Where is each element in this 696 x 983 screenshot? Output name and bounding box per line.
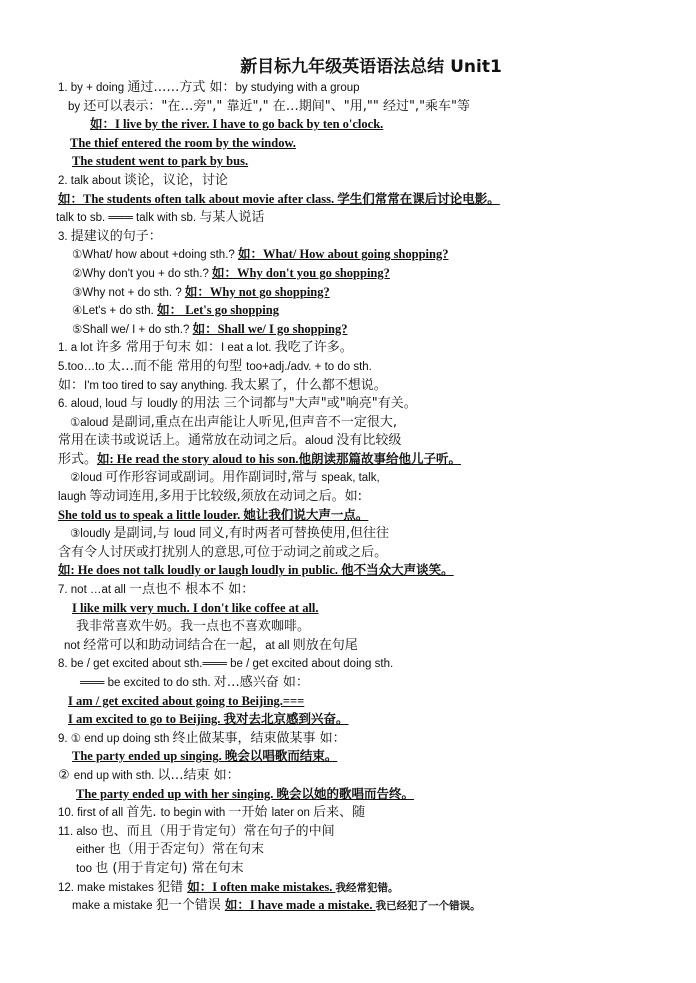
text-segment: 常用在读书或说话上。通常放在动词之后。 bbox=[58, 433, 306, 449]
text-segment: 是副词,与 bbox=[113, 526, 174, 542]
text-line bbox=[56, 580, 656, 599]
example-text: The thief entered the room by the window. bbox=[70, 135, 296, 150]
text-segment: 谈论，议论，讨论 bbox=[123, 172, 228, 188]
text-segment: 与某人说话 bbox=[199, 210, 265, 226]
text-segment: 没有比较级 bbox=[336, 433, 402, 449]
text-segment: end up with sth. bbox=[73, 769, 158, 782]
text-segment: by studying with a group bbox=[235, 82, 360, 94]
text-segment: ⑤Shall we/ I + do sth.? bbox=[72, 323, 193, 336]
text-segment: 我经常犯错。 bbox=[335, 881, 399, 894]
example-text: 如：I often make mistakes. bbox=[187, 879, 336, 894]
text-line bbox=[56, 431, 656, 450]
text-segment: 6. aloud, loud bbox=[58, 398, 131, 411]
text-line bbox=[56, 859, 656, 878]
text-line bbox=[56, 357, 656, 376]
text-segment: 1. a lot bbox=[58, 342, 96, 355]
text-segment: 11. also bbox=[58, 825, 101, 838]
text-line bbox=[56, 673, 656, 692]
text-segment: 7. not …at all bbox=[58, 584, 129, 597]
text-segment: 提建议的句子： bbox=[70, 228, 162, 244]
example-text: The party ended up singing. 晚会以唱歌而结束。 bbox=[72, 749, 338, 764]
text-segment: 我非常喜欢牛奶。我一点也不喜欢咖啡。 bbox=[76, 619, 311, 635]
text-segment: 等动词连用,多用于比较级,须放在动词之后。如: bbox=[89, 489, 362, 505]
text-line bbox=[56, 394, 656, 413]
text-line bbox=[56, 208, 656, 227]
text-segment: 8. be / get excited about sth.═══ be / get excited about doing sth. bbox=[58, 658, 394, 671]
example-text: 如：The students often talk about movie after class. 学生们常常在课后讨论电影。 bbox=[58, 191, 500, 206]
text-line bbox=[56, 803, 656, 822]
text-segment: 形式。 bbox=[58, 451, 98, 467]
document-body bbox=[56, 78, 656, 915]
text-line bbox=[56, 524, 656, 543]
text-segment: either bbox=[76, 844, 108, 857]
text-line bbox=[56, 840, 656, 859]
example-text: I am excited to go to Beijing. 我对去北京感到兴奋。 bbox=[68, 712, 349, 727]
text-segment: 与 bbox=[130, 396, 148, 412]
text-segment: 我吃了许多。 bbox=[274, 340, 353, 356]
text-line bbox=[56, 320, 656, 339]
text-segment: aloud bbox=[305, 435, 337, 448]
text-line bbox=[56, 264, 656, 283]
example-text: The student went to park by bus. bbox=[72, 154, 249, 169]
text-line bbox=[56, 78, 656, 97]
text-segment: 3. bbox=[58, 230, 71, 243]
text-segment: 对…感兴奋 如： bbox=[213, 675, 309, 690]
text-segment: speak, talk, bbox=[321, 472, 380, 485]
text-segment: 含有令人讨厌或打扰别人的意思,可位于动词之前或之后。 bbox=[58, 544, 388, 560]
text-line bbox=[56, 506, 656, 525]
text-segment: loudly bbox=[147, 398, 181, 411]
text-segment: 经常可以和助动词结合在一起， bbox=[83, 637, 266, 653]
text-segment: 9. ① end up doing sth bbox=[58, 732, 173, 745]
text-line bbox=[56, 450, 656, 469]
text-segment: 同义,有时两者可替换使用,但往往 bbox=[198, 526, 390, 542]
text-line bbox=[56, 747, 656, 766]
example-text: 如：Why not go shopping? bbox=[184, 284, 330, 299]
text-segment: 1. by + doing bbox=[58, 82, 128, 94]
text-line bbox=[56, 878, 656, 897]
text-segment: 我已经犯了一个错误。 bbox=[375, 900, 481, 913]
document-page bbox=[56, 56, 656, 915]
text-segment: I'm too tired to say anything. bbox=[84, 379, 231, 392]
text-line bbox=[56, 561, 656, 580]
text-segment: I eat a lot. bbox=[220, 342, 275, 355]
example-text: 如: He read the story aloud to his son.他朗读那篇故事给他儿子听。 bbox=[97, 451, 462, 466]
text-line bbox=[56, 543, 656, 562]
text-segment: ④Let's + do sth. bbox=[72, 305, 158, 318]
text-segment: 5.too…to bbox=[58, 360, 108, 373]
example-text: She told us to speak a little louder. 她让我们说大声一点。 bbox=[58, 507, 369, 522]
text-segment: 也 (用于肯定句) 常在句末 bbox=[95, 860, 244, 876]
text-line bbox=[56, 487, 656, 506]
text-segment: 通过……方式 如： bbox=[127, 80, 236, 95]
text-segment: 的用法 三个词都与"大声"或"响亮"有关。 bbox=[180, 396, 417, 412]
text-line bbox=[56, 134, 656, 153]
text-segment: ②Why don't you + do sth.? bbox=[72, 267, 213, 280]
text-segment: ①aloud bbox=[70, 416, 112, 429]
example-text: 如：What/ How about going shopping? bbox=[237, 247, 449, 262]
text-segment: 后来、随 bbox=[313, 805, 366, 821]
text-segment: 还可以表示："在…旁"," 靠近"," 在…期间"、"用,"" 经过","乘车"等 bbox=[83, 98, 471, 114]
example-text: 如：Why don't you go shopping? bbox=[212, 265, 390, 280]
text-line bbox=[56, 413, 656, 432]
text-line bbox=[56, 152, 656, 171]
text-segment: ③Why not + do sth. ? bbox=[72, 286, 185, 299]
text-segment: to begin with bbox=[160, 807, 229, 820]
text-segment: 2. talk about bbox=[58, 174, 124, 187]
text-segment: 以…结束 如： bbox=[157, 767, 240, 783]
text-line bbox=[56, 115, 656, 134]
text-segment: ①What/ how about +doing sth.? bbox=[72, 249, 238, 262]
text-segment: 是副词,重点在出声能让人听见,但声音不一定很大, bbox=[111, 414, 398, 430]
text-line bbox=[56, 338, 656, 357]
text-segment: at all bbox=[265, 639, 293, 652]
example-text: 如: He does not talk loudly or laugh loudly in public. 他不当众大声谈笑。 bbox=[58, 563, 454, 578]
text-segment: 也（用于否定句）常在句末 bbox=[107, 842, 264, 858]
text-segment: 则放在句尾 bbox=[292, 637, 358, 653]
text-line bbox=[56, 822, 656, 841]
text-segment: ②loud bbox=[70, 472, 106, 485]
text-segment: 犯一个错误 bbox=[155, 898, 225, 914]
page-title: 新目标九年级英语语法总结 Unit1 bbox=[240, 57, 502, 77]
text-line bbox=[56, 171, 656, 190]
text-segment: loud bbox=[173, 528, 199, 541]
text-segment: 犯错 bbox=[157, 879, 188, 895]
text-segment: ② bbox=[58, 767, 74, 783]
text-segment: 我太累了，什么都不想说。 bbox=[230, 377, 387, 393]
example-text: I am / get excited about going to Beijing.=== bbox=[68, 693, 305, 708]
text-segment: 太…而不能 常用的句型 bbox=[107, 358, 247, 374]
text-line bbox=[56, 710, 656, 729]
text-segment: too+adj./adv. + to do sth. bbox=[246, 360, 372, 373]
example-text: 如：I have made a mistake. bbox=[224, 898, 376, 913]
text-segment: too bbox=[76, 862, 96, 875]
text-segment: ═══ be excited to do sth. bbox=[80, 677, 214, 689]
text-line bbox=[56, 599, 656, 618]
text-line bbox=[56, 766, 656, 785]
text-segment: 首先. bbox=[126, 805, 161, 821]
example-text: 如： Let's go shopping bbox=[157, 303, 279, 318]
text-segment: 也、而且（用于肯定句）常在句子的中间 bbox=[100, 823, 335, 839]
text-segment: 许多 常用于句末 如： bbox=[95, 340, 221, 356]
example-text: 如：I live by the river. I have to go back by ten o'clock. bbox=[90, 117, 384, 132]
text-line bbox=[56, 97, 656, 116]
text-segment: 12. make mistakes bbox=[58, 881, 158, 894]
text-segment: by bbox=[68, 100, 84, 113]
text-line bbox=[56, 301, 656, 320]
text-line bbox=[56, 283, 656, 302]
text-line bbox=[56, 376, 656, 395]
text-line bbox=[56, 190, 656, 209]
text-segment: 如： bbox=[58, 377, 85, 393]
text-line bbox=[56, 227, 656, 246]
text-line bbox=[56, 729, 656, 748]
text-line bbox=[56, 636, 656, 655]
text-line bbox=[56, 785, 656, 804]
example-text: 如：Shall we/ I go shopping? bbox=[192, 321, 348, 336]
text-segment: 10. first of all bbox=[58, 807, 127, 820]
text-line bbox=[56, 692, 656, 711]
text-segment: later on bbox=[271, 807, 314, 820]
example-text: The party ended up with her singing. 晚会以她的歌唱而告终。 bbox=[76, 786, 415, 801]
text-line bbox=[56, 654, 656, 673]
text-segment: 一点也不 根本不 如： bbox=[128, 582, 255, 598]
text-segment: not bbox=[64, 639, 84, 652]
example-text: I like milk very much. I don't like coffee at all. bbox=[72, 600, 319, 615]
text-segment: 可作形容词或副词。用作副词时,常与 bbox=[105, 470, 322, 486]
text-segment: make a mistake bbox=[72, 900, 156, 913]
text-segment: 终止做某事，结束做某事 如： bbox=[172, 730, 346, 746]
text-segment: 一开始 bbox=[228, 805, 272, 821]
text-segment: laugh bbox=[58, 491, 90, 504]
text-segment: talk to sb. ═══ talk with sb. bbox=[56, 212, 200, 225]
text-line bbox=[56, 245, 656, 264]
text-line bbox=[56, 468, 656, 487]
text-line bbox=[56, 896, 656, 915]
text-segment: ③loudly bbox=[70, 528, 114, 541]
text-line bbox=[56, 617, 656, 636]
